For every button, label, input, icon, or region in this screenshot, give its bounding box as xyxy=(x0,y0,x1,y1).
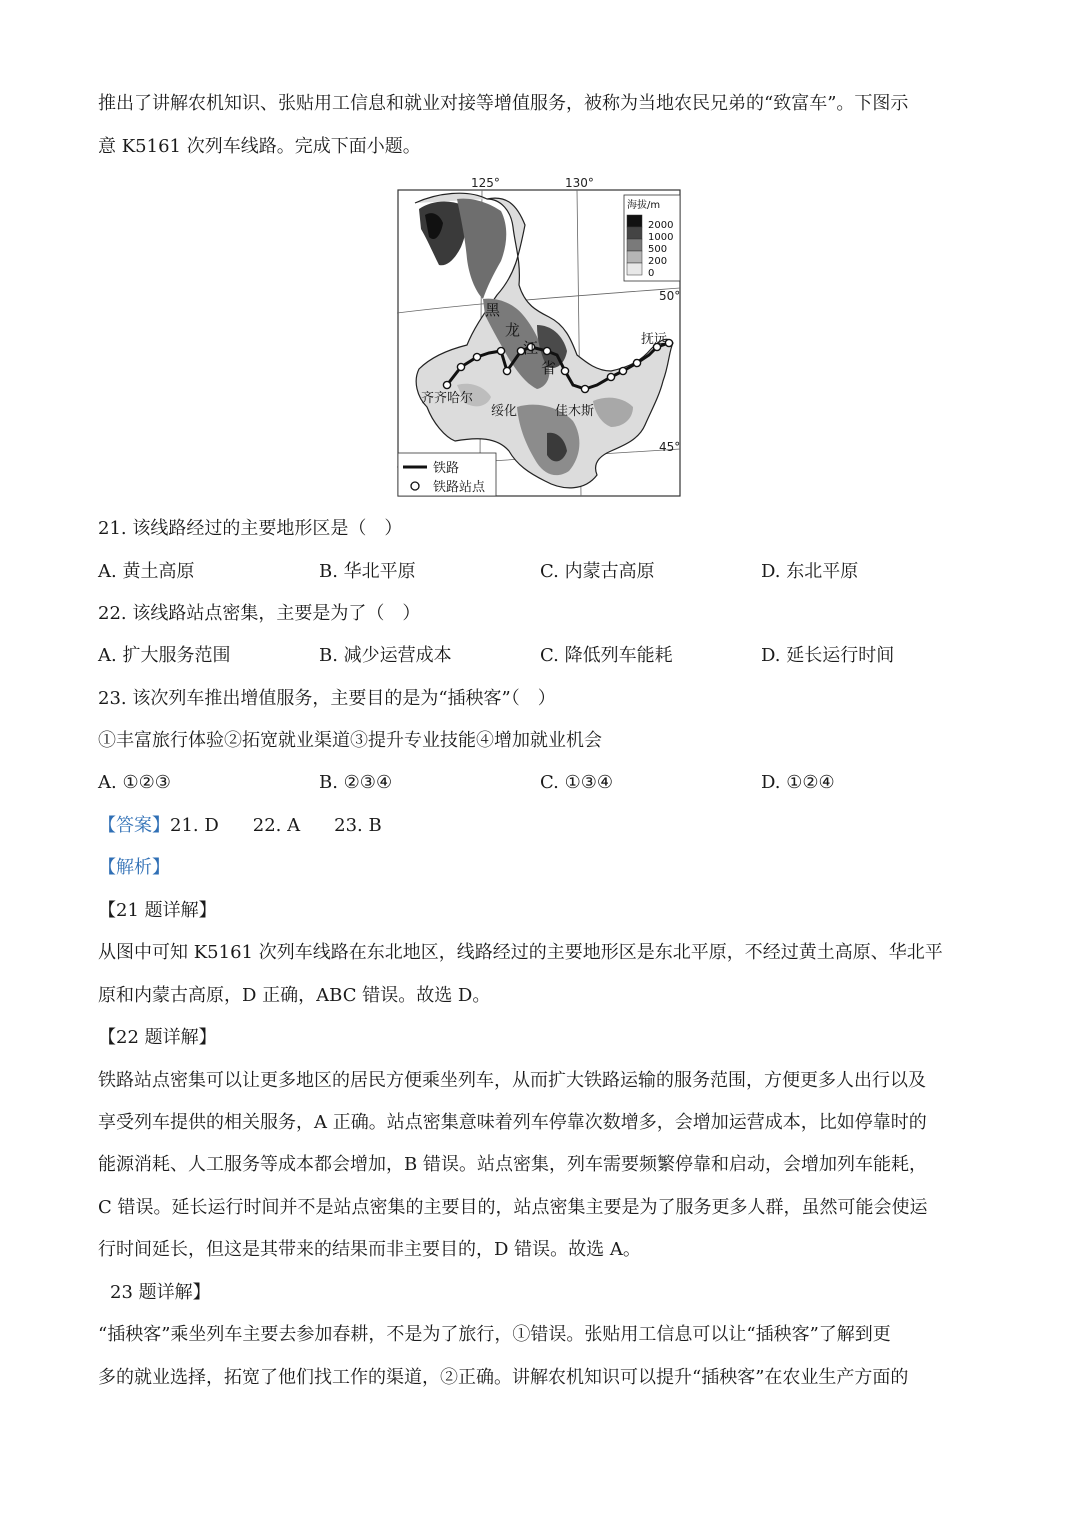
intro-line-2: 意 K5161 次列车线路。完成下面小题。 xyxy=(98,136,421,157)
svg-text:200: 200 xyxy=(648,256,668,267)
q23-items: ①丰富旅行体验②拓宽就业渠道③提升专业技能④增加就业机会 xyxy=(98,730,602,751)
lon-label-125: 125° xyxy=(471,176,500,190)
q22-stem: 22. 该线路站点密集，主要是为了（ ） xyxy=(98,603,421,624)
province-char-2: 龙 xyxy=(505,321,521,339)
lat-label-50: 50° xyxy=(659,289,681,303)
d22-line-2: 享受列车提供的相关服务，A 正确。站点密集意味着列车停靠次数增多，会增加运营成本，比如停靠时的 xyxy=(98,1112,927,1133)
answer-22: 22. A xyxy=(252,815,301,836)
province-char-4: 省 xyxy=(541,359,557,377)
svg-text:0: 0 xyxy=(648,268,655,279)
d23-heading: 23 题详解】 xyxy=(110,1282,211,1303)
d21-line-1: 从图中可知 K5161 次列车线路在东北地区，线路经过的主要地形区是东北平原，不经过黄土高原、华北平 xyxy=(98,942,943,963)
city-jiamusi: 佳木斯 xyxy=(555,404,595,419)
answer-23: 23. B xyxy=(334,815,382,836)
province-char-1: 黑 xyxy=(485,301,501,319)
city-suihua: 绥化 xyxy=(491,404,518,419)
city-qiqihar: 齐齐哈尔 xyxy=(421,391,474,406)
q21-option-d: D. 东北平原 xyxy=(761,561,859,582)
q21-option-b: B. 华北平原 xyxy=(319,561,416,582)
d22-line-3: 能源消耗、人工服务等成本都会增加，B 错误。站点密集，列车需要频繁停靠和启动，会增加列车能耗， xyxy=(98,1154,927,1175)
q23-option-d: D. ①②④ xyxy=(761,772,835,793)
svg-text:500: 500 xyxy=(648,244,668,255)
province-char-3: 江 xyxy=(523,339,539,357)
q21-option-a: A. 黄土高原 xyxy=(98,561,195,582)
symbol-key xyxy=(398,453,496,496)
d23-line-1: “插秧客”乘坐列车主要去参加春耕，不是为了旅行，①错误。张贴用工信息可以让“插秧客”了解到更 xyxy=(98,1324,891,1345)
d21-heading: 【21 题详解】 xyxy=(98,900,217,921)
d22-line-4: C 错误。延长运行时间并不是站点密集的主要目的，站点密集主要是为了服务更多人群，虽然可能会使运 xyxy=(98,1197,928,1218)
q23-stem: 23. 该次列车推出增值服务，主要目的是为“插秧客”（ ） xyxy=(98,688,556,709)
q23-option-c: C. ①③④ xyxy=(540,772,613,793)
answer-row xyxy=(98,814,382,838)
d21-line-2: 原和内蒙古高原，D 正确，ABC 错误。故选 D。 xyxy=(98,985,491,1006)
answer-21: 21. D xyxy=(170,815,219,836)
city-fuyuan: 抚远 xyxy=(641,332,668,347)
answer-label: 【答案】 xyxy=(98,815,170,836)
q21-stem: 21. 该线路经过的主要地形区是（ ） xyxy=(98,518,403,539)
elevation-legend xyxy=(624,195,680,281)
d22-heading: 【22 题详解】 xyxy=(98,1027,217,1048)
legend-title: 海拔/m xyxy=(627,200,661,211)
key-station: 铁路站点 xyxy=(433,480,486,495)
d23-line-2: 多的就业选择，拓宽了他们找工作的渠道，②正确。讲解农机知识可以提升“插秧客”在农业生产方面的 xyxy=(98,1367,909,1388)
lat-label-45: 45° xyxy=(659,440,681,454)
svg-text:2000: 2000 xyxy=(648,220,674,231)
q22-option-b: B. 减少运营成本 xyxy=(319,645,452,666)
d22-line-5: 行时间延长，但这是其带来的结果而非主要目的，D 错误。故选 A。 xyxy=(98,1239,641,1260)
q22-option-a: A. 扩大服务范围 xyxy=(98,645,231,666)
d22-line-1: 铁路站点密集可以让更多地区的居民方便乘坐列车，从而扩大铁路运输的服务范围，方便更多人出行以及 xyxy=(98,1070,926,1091)
q23-option-a: A. ①②③ xyxy=(98,772,171,793)
intro-line-1: 推出了讲解农机知识、张贴用工信息和就业对接等增值服务，被称为当地农民兄弟的“致富车”。下图示 xyxy=(98,93,909,114)
svg-text:1000: 1000 xyxy=(648,232,674,243)
q22-option-c: C. 降低列车能耗 xyxy=(540,645,673,666)
lon-label-130: 130° xyxy=(565,176,594,190)
q21-option-c: C. 内蒙古高原 xyxy=(540,561,655,582)
map-figure xyxy=(397,175,682,498)
q22-option-d: D. 延长运行时间 xyxy=(761,645,895,666)
analysis-label: 【解析】 xyxy=(98,857,170,878)
q23-option-b: B. ②③④ xyxy=(319,772,393,793)
key-railway: 铁路 xyxy=(433,461,460,476)
